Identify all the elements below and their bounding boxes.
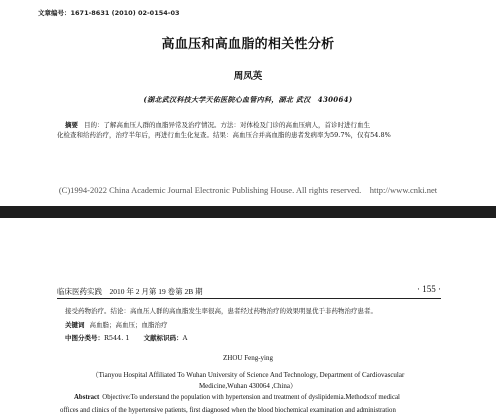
abstract-line-2: 化检查和给药治疗，治疗半年后，再进行血生化复查。结果：高血压合并高血脂的患者发病率为59.7%，仅有54.8%	[57, 131, 391, 139]
classification-line	[65, 333, 445, 342]
paper-page-2	[0, 218, 496, 419]
doc-code: A	[182, 334, 188, 342]
keywords-line	[65, 320, 445, 329]
author-affiliation: (湖北武汉科技大学天佑医院心血管内科，湖北 武汉 430064)	[143, 95, 353, 104]
english-abstract-line-2: offices and clinics of the hypertensive patients, first diagnosed when the blood biochemical examination and administration	[60, 406, 396, 414]
abstract-line-1	[57, 120, 441, 130]
chinese-abstract	[57, 120, 441, 140]
keywords-label: 关键词	[65, 321, 85, 329]
paper-title: 高血压和高血脂的相关性分析	[161, 37, 335, 52]
doc-code-label: 文献标识码：	[143, 334, 183, 342]
page-separator	[0, 206, 496, 218]
keywords-text: 高血脂；高血压；血脂治疗	[89, 321, 168, 329]
abstract-text-1: 目的：了解高血压人群的血脂异常及治疗情况。方法：对体检及门诊的高血压病人，首诊时进行血生	[84, 121, 370, 129]
english-abstract-text-1: Objective:To understand the population with hypertension and treatment of dyslipidemia.Methods:of medical	[102, 394, 400, 401]
author-name: 周凤英	[233, 71, 263, 82]
english-affiliation	[0, 370, 496, 392]
abstract-continuation: 接受药物治疗。结论：高血压人群的高血脂发生率很高，患者经过药物治疗的效果明显优于非药物治疗患者。	[65, 307, 377, 315]
english-affiliation-line-2: Medicine,Wuhan 430064 ,China）	[198, 382, 298, 390]
abstract-label: 摘要	[65, 121, 78, 129]
english-abstract-label: Abstract	[74, 394, 100, 401]
page-number: · 155 ·	[417, 284, 441, 294]
english-abstract-line-1	[60, 392, 450, 405]
english-author-name: ZHOU Feng-ying	[223, 354, 273, 362]
article-number: 文章编号：1671-8631 (2010) 02-0154-03	[38, 9, 180, 17]
clc-label: 中图分类号：	[65, 334, 104, 342]
journal-header: 临床医药实践 2010 年 2 月第 19 卷第 2B 期	[57, 287, 203, 296]
english-affiliation-line-1: （Tianyou Hospital Affiliated To Wuhan University of Science And Technology, Department of Cardiovascular	[91, 371, 405, 379]
english-abstract	[60, 392, 450, 417]
cnki-watermark: (C)1994-2022 China Academic Journal Electronic Publishing House. All rights reserved. http://www.cnki.net	[58, 185, 438, 195]
running-header	[57, 286, 441, 299]
clc-code: R544. 1	[104, 334, 130, 342]
paper-page-1	[0, 0, 496, 206]
